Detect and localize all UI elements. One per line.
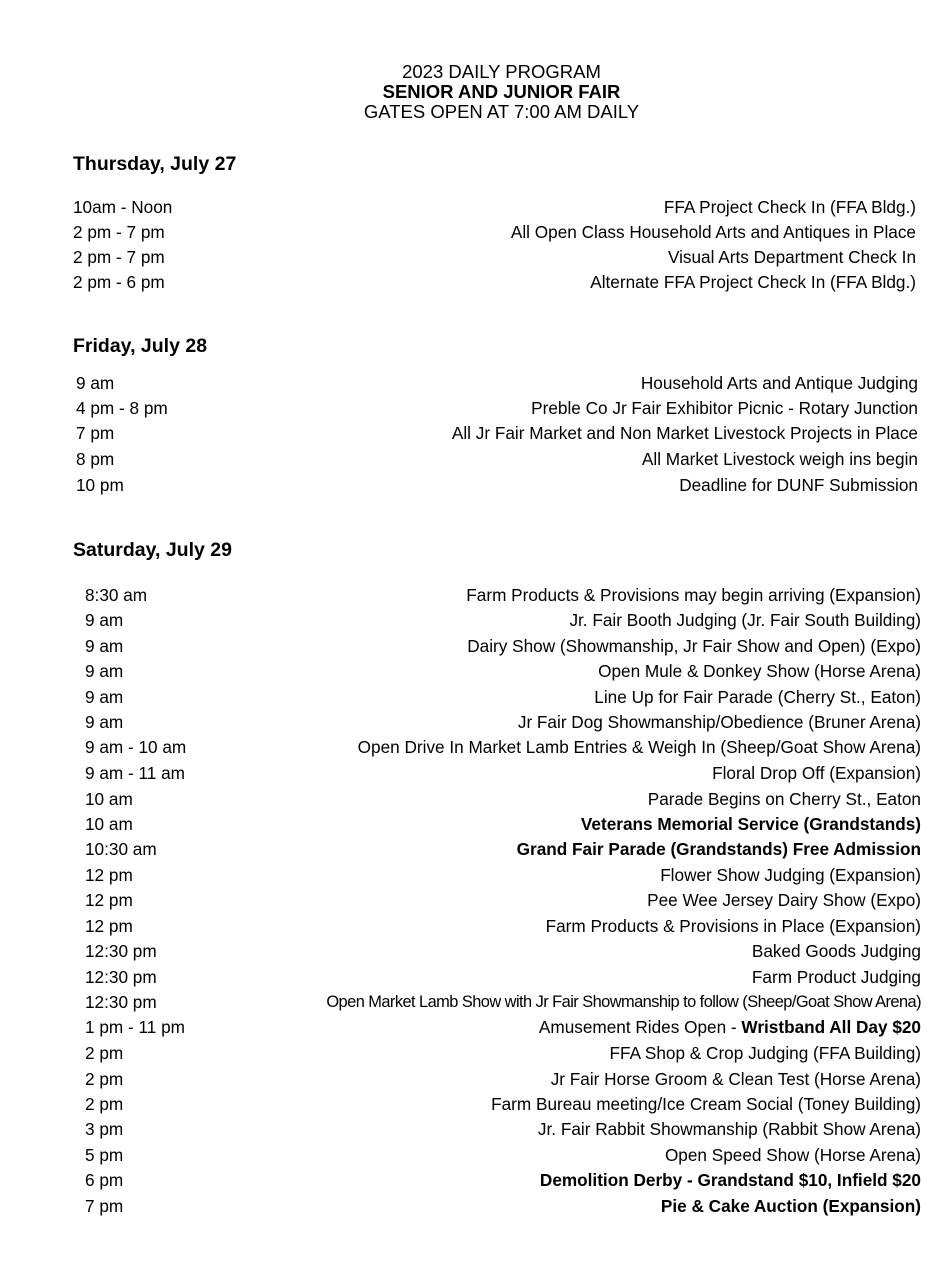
event-name: FFA Project Check In (FFA Bldg.) [663,197,916,217]
event-time: 9 am [85,636,124,656]
day-heading-friday: Friday, July 28 [73,335,208,357]
event-time: 4 pm - 8 pm [76,398,168,418]
event-time: 9 am [85,687,124,707]
event-time: 10 pm [76,475,124,495]
event-name: Flower Show Judging (Expansion) [660,865,921,885]
event-time: 8 pm [76,449,115,469]
event-time: 10:30 am [85,839,157,859]
event-name: Visual Arts Department Check In [667,247,916,267]
schedule-row [85,939,921,963]
event-time: 9 am [85,712,124,732]
event-name: Farm Products & Provisions may begin arriving (Expansion) [466,585,921,605]
event-name: Baked Goods Judging [751,941,921,961]
event-name: All Open Class Household Arts and Antiques in Place [510,222,916,242]
program-header [0,62,944,122]
event-time: 7 pm [76,423,115,443]
event-name: Deadline for DUNF Submission [679,475,918,495]
schedule-row [85,914,921,938]
event-name: Open Mule & Donkey Show (Horse Arena) [598,661,921,681]
event-time: 8:30 am [85,585,148,605]
day-heading-thursday: Thursday, July 27 [73,153,237,175]
event-name: Alternate FFA Project Check In (FFA Bldg.) [590,272,916,292]
schedule-row [85,1117,921,1141]
event-time: 10 am [85,789,133,809]
schedule-row [85,1041,921,1065]
gates-open-note: GATES OPEN AT 7:00 AM DAILY [363,101,640,122]
program-subtitle: SENIOR AND JUNIOR FAIR [382,81,621,102]
event-name-text: Amusement Rides Open - [538,1017,742,1037]
event-name: Open Market Lamb Show with Jr Fair Showmanship to follow (Sheep/Goat Show Arena) [326,993,921,1011]
event-time: 9 am [85,661,124,681]
schedule-row [76,396,918,420]
event-time: 9 am - 10 am [85,737,187,757]
event-time: 10 am [85,814,133,834]
event-name: FFA Shop & Crop Judging (FFA Building) [609,1043,921,1063]
schedule-row [85,812,921,836]
schedule-row [85,837,921,861]
event-name: Farm Product Judging [751,967,921,987]
event-time: 2 pm - 7 pm [73,247,165,267]
schedule-row [85,634,921,658]
schedule-row [73,220,916,244]
schedule-row [73,245,916,269]
event-time: 2 pm [85,1069,124,1089]
event-time: 12 pm [85,916,133,936]
schedule-row [76,371,918,395]
event-name: Jr Fair Horse Groom & Clean Test (Horse Arena) [550,1069,921,1089]
event-name: Pie & Cake Auction (Expansion) [660,1196,921,1216]
schedule-row [85,965,921,989]
event-name [539,1015,921,1039]
event-name: Open Drive In Market Lamb Entries & Weigh In (Sheep/Goat Show Arena) [357,737,921,757]
event-time: 9 am - 11 am [85,763,185,783]
event-name: Jr. Fair Rabbit Showmanship (Rabbit Show Arena) [537,1119,921,1139]
event-name: Veterans Memorial Service (Grandstands) [580,814,921,834]
event-name: Grand Fair Parade (Grandstands) Free Admission [516,839,921,859]
schedule-row [76,447,918,471]
event-time: 9 am [85,610,124,630]
schedule-row [76,421,918,445]
event-name: Preble Co Jr Fair Exhibitor Picnic - Rotary Junction [531,398,918,418]
schedule-row [85,1194,921,1218]
schedule-row [85,710,921,734]
event-time: 7 pm [85,1196,124,1216]
schedule-row [85,583,921,607]
event-name: Jr. Fair Booth Judging (Jr. Fair South Building) [569,610,921,630]
event-name: Demolition Derby - Grandstand $10, Infield $20 [539,1170,921,1190]
schedule-row [73,270,916,294]
event-time: 12:30 pm [85,992,157,1012]
program-title: 2023 DAILY PROGRAM [402,61,601,82]
event-name: Line Up for Fair Parade (Cherry St., Eaton) [594,687,921,707]
event-time: 12 pm [85,890,133,910]
event-name: All Market Livestock weigh ins begin [641,449,918,469]
event-time: 2 pm [85,1043,124,1063]
schedule-row [85,1067,921,1091]
schedule-row [85,735,921,759]
schedule-row [85,863,921,887]
event-name: Pee Wee Jersey Dairy Show (Expo) [647,890,921,910]
event-time: 3 pm [85,1119,124,1139]
schedule-row [85,685,921,709]
schedule-row [85,787,921,811]
event-time: 10am - Noon [73,197,173,217]
event-time: 2 pm - 7 pm [73,222,165,242]
schedule-row [85,1168,921,1192]
event-time: 2 pm [85,1094,124,1114]
schedule-row [85,1092,921,1116]
event-name: Dairy Show (Showmanship, Jr Fair Show and Open) (Expo) [467,636,921,656]
schedule-row [85,1143,921,1167]
event-time: 5 pm [85,1145,124,1165]
event-time: 12 pm [85,865,133,885]
day-heading-saturday: Saturday, July 29 [73,539,232,561]
event-name: Farm Products & Provisions in Place (Expansion) [545,916,921,936]
schedule-row [85,990,921,1014]
event-time: 12:30 pm [85,967,157,987]
event-time: 12:30 pm [85,941,157,961]
event-name: Jr Fair Dog Showmanship/Obedience (Bruner Arena) [517,712,921,732]
event-name: All Jr Fair Market and Non Market Livestock Projects in Place [451,423,918,443]
schedule-row [85,659,921,683]
event-name: Household Arts and Antique Judging [640,373,918,393]
schedule-row [85,608,921,632]
event-name: Parade Begins on Cherry St., Eaton [647,789,921,809]
wristband-price: Wristband All Day $20 [741,1017,921,1037]
event-name: Farm Bureau meeting/Ice Cream Social (Toney Building) [491,1094,921,1114]
schedule-row [76,473,918,497]
event-time: 6 pm [85,1170,124,1190]
event-time: 1 pm - 11 pm [85,1017,185,1037]
schedule-row [85,888,921,912]
schedule-row [85,761,921,785]
event-time: 9 am [76,373,115,393]
schedule-row [73,195,916,219]
event-time: 2 pm - 6 pm [73,272,165,292]
event-name: Floral Drop Off (Expansion) [712,763,921,783]
schedule-row [85,1015,921,1039]
event-name: Open Speed Show (Horse Arena) [664,1145,921,1165]
